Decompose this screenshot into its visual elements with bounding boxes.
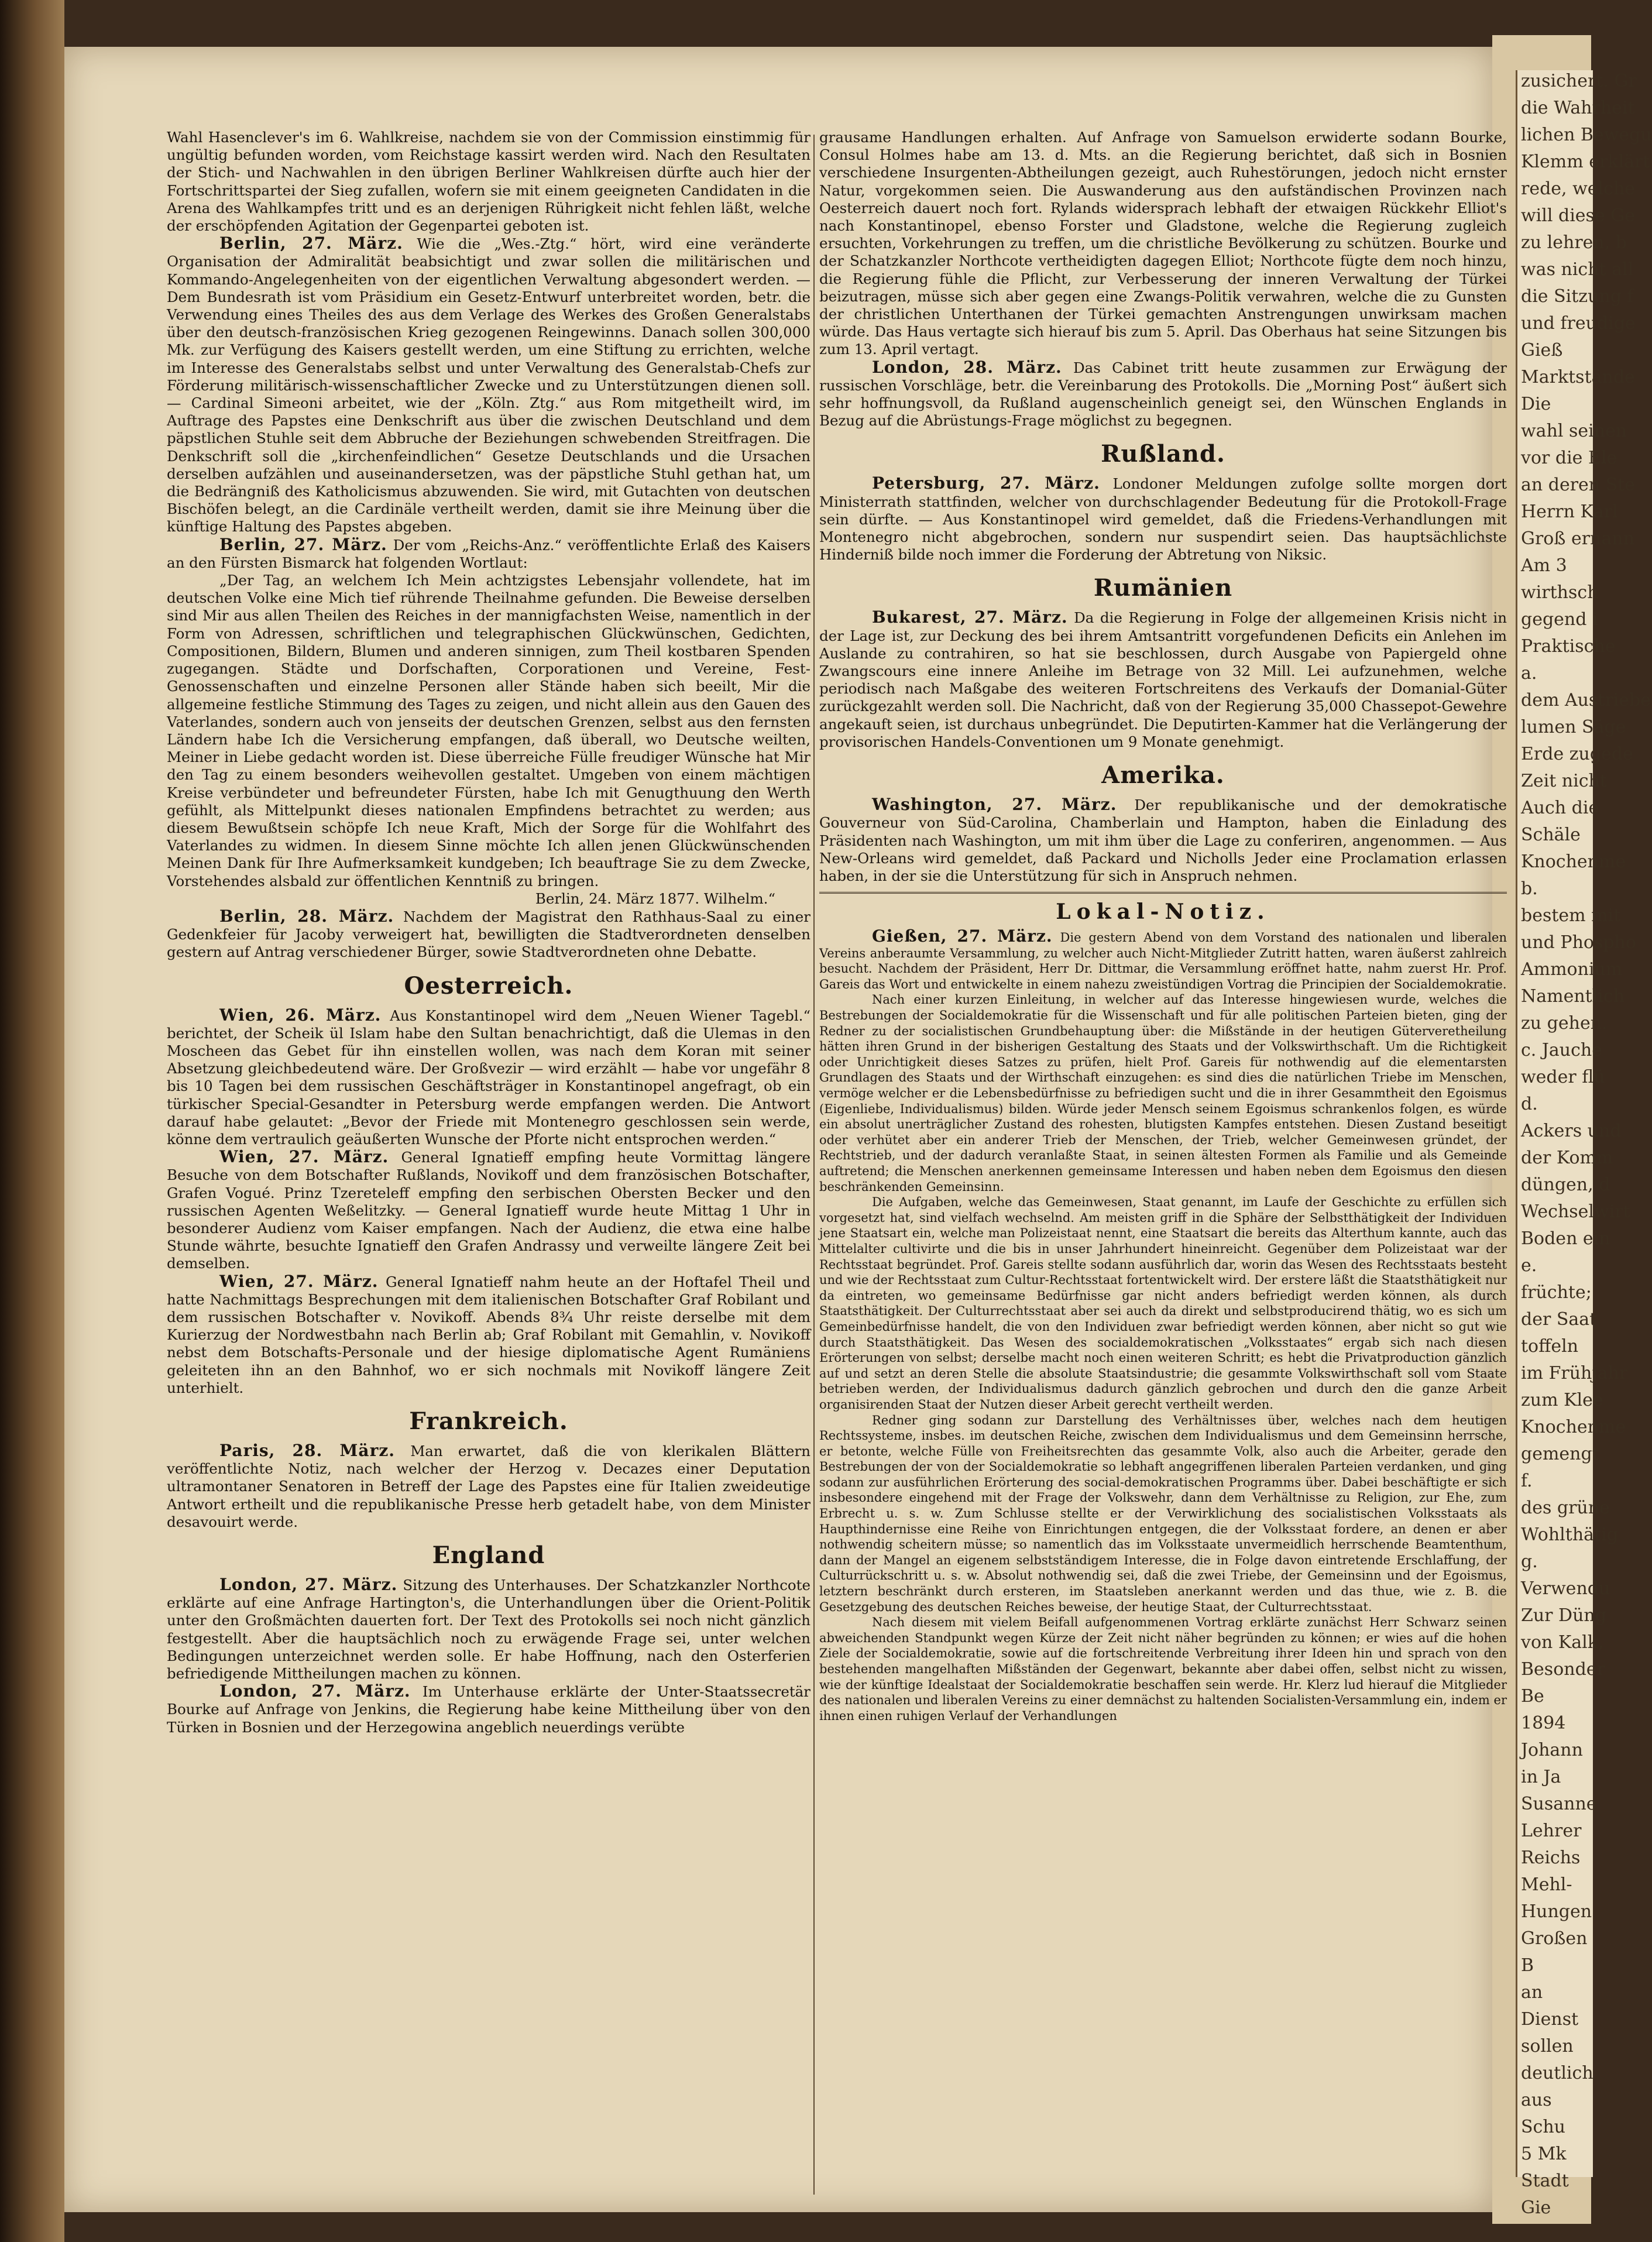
dateline: London, 27. März.: [219, 1575, 398, 1595]
paragraph-text: Wie die „Wes.-Ztg.“ hört, wird eine veränderte Organisation der Admiralität beabsichtigt und zwar sollen die militärischen und Kommando-Angelegenheiten von der eigentlichen Verwaltung abgesondert werden. — Dem Bundesrath ist vom Präsidium ein Gesetz-Entwurf unterbreitet worden, betr. die Verwendung eines Theiles des aus dem Verlage des Werkes des Großen Generalstabs über den deutsch-französischen Krieg gezogenen Reingewinns. Danach sollen 300,000 Mk. zur Verfügung des Kaisers gestellt werden, um eine Stiftung zu errichten, welche im Interesse des Generalstabs selbst und unter Verwaltung des Generalstab-Chefs zur Förderung militärisch-wissenschaftlicher Zwecke und zu Unterstützungen dienen soll. — Cardinal Simeoni arbeitet, wie der „Köln. Ztg.“ aus Rom mitgetheilt wird, im Auftrage des Papstes eine Denkschrift aus über die zwischen Deutschland und dem päpstlichen Stuhle seit dem Abbruche der Beziehungen schwebenden Streitfragen. Die Denkschrift soll die „kirchenfeindlichen“ Gesetze Deutschlands und die Ursachen derselben aufzählen und auseinandersetzen, was der päpstliche Stuhl gethan hat, um die Bedrängniß des Katholicismus abzuwenden. Sie wird, mit Gutachten von deutschen Bischöfen belegt, an die Cardinäle vertheilt werden, damit sie ihre Meinung über die künftige Haltung des Papstes abgeben.: [167, 235, 811, 535]
next-page-text-fragment: Be: [1521, 1686, 1544, 1707]
article-paragraph: [167, 536, 810, 572]
next-page-text-fragment: was nicht all: [1521, 259, 1634, 280]
next-page-text-fragment: Boden ein: [1521, 1228, 1610, 1249]
paragraph-text: Das Cabinet tritt heute zusammen zur Erwägung der russischen Vorschläge, betr. die Vereinbarung des Protokolls. Die „Morning Post“ äußert sich sehr hoffnungsvoll, da Rußland augenscheinlich geneigt sei, den Wünschen Englands in Bezug auf die Abrüstungs-Frage möglichst zu begegnen.: [819, 359, 1507, 430]
column-divider: [813, 135, 815, 2195]
next-page-text-fragment: Marktstände: [1521, 367, 1635, 387]
next-page-text-fragment: Wechselwirt: [1521, 1201, 1630, 1222]
next-page-text-fragment: Verwendu: [1521, 1578, 1610, 1599]
article-paragraph: [819, 609, 1507, 751]
article-paragraph: [167, 572, 810, 890]
signature-line: [167, 890, 810, 908]
article-paragraph: [819, 992, 1507, 1194]
next-page-text-fragment: Praktische: [1521, 636, 1616, 657]
section-heading: Amerika.: [1101, 761, 1225, 789]
next-page-text-fragment: von Kalk,: [1521, 1632, 1604, 1653]
dateline: Paris, 28. März.: [219, 1441, 395, 1461]
next-page-text-fragment: 1894: [1521, 1713, 1566, 1733]
article-paragraph: [819, 926, 1507, 992]
next-page-text-fragment: Großen: [1521, 1928, 1588, 1949]
next-page-text-fragment: an deren Ste: [1521, 475, 1636, 495]
next-page-text-fragment: e.: [1521, 1255, 1537, 1276]
next-page-text-fragment: die Wahrheit: [1521, 98, 1635, 118]
next-page-text-fragment: Zeit nicht: [1521, 771, 1607, 791]
dateline: Berlin, 28. März.: [219, 906, 394, 926]
next-page-text-fragment: Ackers und: [1521, 1121, 1622, 1141]
next-page-text-fragment: Mehl-: [1521, 1874, 1572, 1895]
paragraph-text: Sitzung des Unterhauses. Der Schatzkanzler Northcote erklärte auf eine Anfrage Hartington's, die Unterhandlungen über die Orient-Politik unter den Großmächten dauerten fort. Der Text des Protokolls sei noch nicht gänzlich festgestellt. Aber die hauptsächlich noch zu erwägende Frage sei, unter welchen Bedingungen unterzeichnet werden solle. Er habe Hoffnung, nach den Osterferien befriedigende Mittheilungen machen zu können.: [167, 1577, 811, 1683]
next-page-text-fragment: zusichert. Gr: [1521, 71, 1637, 91]
next-page-text-fragment: bestem mit: [1521, 905, 1621, 926]
dateline: Wien, 26. März.: [219, 1005, 382, 1025]
next-page-text-fragment: g.: [1521, 1551, 1538, 1572]
article-paragraph: [819, 1413, 1507, 1615]
section-heading: Rußland.: [1101, 440, 1225, 468]
next-page-text-fragment: aus: [1521, 2090, 1552, 2110]
next-page-text-fragment: vor die Ele: [1521, 448, 1617, 468]
next-page-text-fragment: der Komm: [1521, 1148, 1613, 1168]
next-page-text-fragment: Erde zugede: [1521, 744, 1633, 764]
next-page-text-fragment: dem Austriebe: [1521, 690, 1651, 710]
article-paragraph: [167, 129, 810, 235]
next-page-column-fragment: [1516, 70, 1652, 2218]
next-page-text-fragment: Namentlich: [1521, 986, 1625, 1007]
dateline: Petersburg, 27. März.: [872, 473, 1100, 493]
paragraph-text: Der vom „Reichs-Anz.“ veröffentlichte Erlaß des Kaisers an den Fürsten Bismarck hat folgenden Wortlaut:: [167, 536, 810, 571]
next-page-text-fragment: d.: [1521, 1094, 1538, 1114]
article-paragraph: [167, 235, 810, 535]
next-page-text-fragment: Susanne: [1521, 1794, 1597, 1814]
next-page-text-fragment: c. Jauche: [1521, 1040, 1602, 1060]
article-paragraph: [167, 1148, 810, 1272]
next-page-text-fragment: toffeln: [1521, 1336, 1579, 1357]
paragraph-text: Aus Konstantinopel wird dem „Neuen Wiener Tagebl.“ berichtet, der Scheik ül Islam habe den Sultan benachrichtigt, daß die Ulemas in den Moscheen das Gebet für ihn einstellen wollen, was nach dem Koran mit seiner Absetzung gleichbedeutend wäre. Der Großvezir — wird erzählt — habe vor ungefähr 8 bis 10 Tagen bei dem russischen Geschäftsträger in Konstantinopel angefragt, ob ein türkischer Special-Gesandter in Petersburg werde empfangen werden. Die Antwort darauf habe gelautet: „Bevor der Friede mit Montenegro geschlossen sein werde, könne dem vertraulich geäußerten Wunsche der Pforte nicht entsprochen werden.“: [167, 1007, 810, 1148]
next-page-text-fragment: Am 3: [1521, 555, 1567, 576]
article-paragraph: [167, 1683, 810, 1736]
next-page-text-fragment: weder flü: [1521, 1067, 1605, 1087]
next-page-text-fragment: Lehrer: [1521, 1821, 1582, 1841]
next-page-text-fragment: Hungen: [1521, 1901, 1592, 1922]
next-page-text-fragment: die Sitzung f: [1521, 286, 1634, 307]
article-paragraph: [819, 359, 1507, 430]
next-page-text-fragment: düngen, d: [1521, 1175, 1610, 1195]
next-page-text-fragment: Schu: [1521, 2117, 1565, 2137]
paragraph-text: General Ignatieff empfing heute Vormittag längere Besuche von dem Botschafter Rußlands, Novikoff und dem französischen Botschafter, Grafen Vogué. Prinz Tzereteleff empfing den serbischen Obersten Becker und den russischen Agenten Weßelitzky. — General Ignatieff wurde heute Mittag 1 Uhr in besonderer Audienz vom Kaiser empfangen. Nach der Audienz, die etwa eine halbe Stunde währte, besuchte Ignatieff den Grafen Andrassy und verweilte längere Zeit bei demselben.: [167, 1149, 810, 1272]
next-page-text-fragment: gegend i: [1521, 609, 1598, 630]
article-paragraph: [819, 129, 1507, 359]
dateline: Wien, 27. März.: [219, 1147, 389, 1167]
next-page-text-fragment: wahl seinen: [1521, 421, 1627, 441]
next-page-text-fragment: zu gehen.: [1521, 1013, 1608, 1034]
next-page-text-fragment: Knochenme: [1521, 852, 1626, 872]
paragraph-text: Da die Regierung in Folge der allgemeinen Krisis nicht in der Lage ist, zur Deckung des bei ihrem Amtsantritt vorgefundenen Deficits ein Anlehen im Auslande zu contrahiren, so hat sie beschlossen, durch Ausgabe von Papiergeld ohne Zwangscours eine innere Anleihe im Betrage von 32 Mill. Lei aufzunehmen, welche periodisch nach Maßgabe des weiteren Fortschreitens des Verkaufs der Domanial-Güter zurückgezahlt werden soll. Die Nachricht, daß von der Regierung 35,000 Chassepot-Gewehre angekauft seien, ist durchaus unbegründet. Die Deputirten-Kammer hat die Verlängerung der provisorischen Handels-Conventionen um 9 Monate genehmigt.: [819, 609, 1507, 750]
next-page-text-fragment: des grüne: [1521, 1498, 1610, 1518]
next-page-text-fragment: Reichs: [1521, 1848, 1581, 1868]
next-page-text-fragment: Auch die: [1521, 798, 1599, 818]
next-page-text-fragment: a.: [1521, 663, 1537, 684]
next-page-text-fragment: Stadt: [1521, 2171, 1569, 2191]
article-paragraph: [167, 1273, 810, 1397]
paragraph-text: grausame Handlungen erhalten. Auf Anfrage von Samuelson erwiderte sodann Bourke, Consul Holmes habe am 13. d. Mts. an die Regierung berichtet, daß sich in Bosnien verschiedene Insurgenten-Abtheilungen gezeigt, auch Ruhestörungen, jedoch nicht ernster Natur, vorgekommen seien. Die Auswanderung aus den aufständischen Provinzen nach Oesterreich dauert noch fort. Rylands widersprach lebhaft der etwaigen Rückkehr Elliot's nach Konstantinopel, ebenso Forster und Gladstone, welche die Regierung zugleich ersuchten, Vorkehrungen zu treffen, um die christliche Bevölkerung zu schützen. Bourke und der Schatzkanzler Northcote vertheidigten dagegen Elliot; Northcote fügte dem noch hinzu, die Regierung fühle die Pflicht, zur Verbesserung der inneren Verwaltung der Türkei beizutragen, müsse sich aber gegen eine Zwangs-Politik verwahren, welche die zu Gunsten der christlichen Unterthanen der Türkei gemachten Anstrengungen unwirksam machen würde. Das Haus vertagte sich hierauf bis zum 5. April. Das Oberhaus hat seine Sitzungen bis zum 13. April vertagt.: [819, 129, 1507, 358]
next-page-text-fragment: zum Klee: [1521, 1390, 1603, 1410]
dateline: London, 28. März.: [872, 357, 1062, 377]
dateline: Berlin, 27. März.: [219, 234, 403, 253]
next-page-text-fragment: lumen Säge: [1521, 717, 1626, 737]
paragraph-text: Nach einer kurzen Einleitung, in welcher auf das Interesse hingewiesen wurde, welches die Bestrebungen der Socialdemokratie für die Wissenschaft und für alle politischen Parteien bieten, ging der Redner zu der socialistischen Grundbehauptung über: die Mißstände in der heutigen Güterveretheilung hätten ihren Grund in der bisherigen Gestaltung des Staats und der Volkswirthschaft. Um die Richtigkeit oder Unrichtigkeit dieses Satzes zu prüfen, hielt Prof. Gareis für nothwendig auf die elementarsten Grundlagen des Staats und der Wirthschaft einzugehen: es sind dies die natürlichen Triebe im Menschen, vermöge welcher er die Lebensbedürfnisse zu befriedigen sucht und die in ihrer Gesammtheit den Egoismus (Eigenliebe, Individualismus) bilden. Würde jeder Mensch seinem Egoismus schrankenlos folgen, es würde ein absolut unerträglicher Zustand des rohesten, blutigsten Kampfes entstehen. Diesen Zustand beseitigt oder verhütet aber ein anderer Trieb der Menschen, der Trieb, welcher Gemeinwesen gründet, der Rechtstrieb, und der dadurch veranlaßte Staat, in seinen ältesten Formen als Familie und als Gemeinde auftretend; die Menschen anerkennen gemeinsame Interessen und haben neben dem Egoismus den diesen beschränkenden Gemeinsinn.: [819, 993, 1507, 1194]
paragraph-text: General Ignatieff nahm heute an der Hoftafel Theil und hatte Nachmittags Besprechungen mit dem italienischen Botschafter Graf Robilant und dem russischen Botschafter v. Novikoff. Abends 8¾ Uhr reiste derselbe mit dem Kurierzug der Nordwestbahn nach Berlin ab; Graf Robilant mit Gemahlin, v. Novikoff nebst dem Botschafts-Personale und der hiesige diplomatische Agent Rumäniens geleiteten ihn an den Bahnhof, wo er sich nochmals mit Novikoff längere Zeit unterhielt.: [167, 1273, 810, 1396]
paragraph-text: Redner ging sodann zur Darstellung des Verhältnisses über, welches nach dem heutigen Rechtssysteme, insbes. im deutschen Reiche, zwischen dem Individualismus und dem Gemeinsinn herrsche, er betonte, welche Fülle von Freiheitsrechten das gesammte Volk, also auch die Arbeiter, gerade den Bestrebungen der von der Socialdemokratie so lebhaft angegriffenen liberalen Parteien verdanken, und ging sodann zur ausführlichen Erörterung des social-demokratischen Programms über. Dabei beschäftigte er sich insbesondere eingehend mit der Frage der Volkswehr, dann dem Verhältnisse zu Religion, zur Ehe, zum Erbrecht u. s. w. Zum Schlusse stellte er der Verwirklichung des socialistischen Volksstaats als Haupthindernisse eine Reihe von Einrichtungen entgegen, die der Volksstaat fordere, an denen er aber nothwendig scheitern müsse; so namentlich das im Volksstaate unvermeidlich herrschende Beamtenthum, dann der Mangel an eigenem selbstständigem Interesse, die in Folge davon eintretende Erschlaffung, der Culturrückschritt u. s. w. Absolut nothwendig sei, daß die zwei Triebe, der Gemeinsinn und der Egoismus, letztern beschränkt durch ersteren, im Staatsleben anerkannt werden und das thue, wie z. B. die Gesetzgebung des deutschen Reiches beweise, der heutige Staat, der Culturrechtsstaat.: [819, 1413, 1507, 1614]
next-page-text-fragment: deutlich: [1521, 2063, 1593, 2083]
paragraph-text: Nach diesem mit vielem Beifall aufgenommenen Vortrag erklärte zunächst Herr Schwarz seinen abweichenden Standpunkt wegen Kürze der Zeit nicht näher begründen zu können; er wies auf die hohen Ziele der Socialdemokratie, sowie auf die fortschreitende Verbreitung ihrer Ideen hin und sprach von den bestehenden mangelhaften Mißständen der Gegenwart, bekannte aber dabei offen, selbst nicht zu wissen, wie der künftige Idealstaat der Socialdemokratie beschaffen sein werde. Hr. Klerz lud hierauf die Mitglieder des nationalen und liberalen Vereins zu einer demnächst zu haltenden Socialisten-Versammlung ein, indem er ihnen einen ruhigen Verlauf der Verhandlungen: [819, 1615, 1507, 1723]
section-heading: Rumänien: [1093, 574, 1233, 602]
next-page-text-fragment: Gie: [1521, 2198, 1551, 2218]
next-page-text-fragment: lichen Bewegu: [1521, 125, 1652, 145]
next-page-text-fragment: Dienst: [1521, 2009, 1579, 2030]
next-page-text-fragment: Zur Düng: [1521, 1605, 1606, 1626]
paragraph-text: Berlin, 24. März 1877. Wilhelm.“: [535, 890, 775, 907]
next-page-text-fragment: und freudige: [1521, 313, 1636, 334]
paragraph-text: Wahl Hasenclever's im 6. Wahlkreise, nachdem sie von der Commission einstimmig für ungültig befunden worden, vom Reichstage kassirt werden wird. Nach den Resultaten der Stich- und Nachwahlen in den übrigen Berliner Wahlkreisen dürfte auch hier der Fortschrittspartei der Sieg zufallen, wofern sie mit einem geeigneten Candidaten in die Arena des Wahlkampfes tritt und es an derjenigen Rührigkeit nicht fehlen läßt, welche der erschöpfenden Agitation der Gegenpartei geboten ist.: [167, 129, 810, 235]
paragraph-text: „Der Tag, an welchem Ich Mein achtzigstes Lebensjahr vollendete, hat im deutschen Volke eine Mich tief rührende Theilnahme gefunden. Die Beweise derselben sind Mir aus allen Theilen des Reiches in der mannigfachsten Weise, namentlich in der Form von Adressen, schriftlichen und telegraphischen Glückwünschen, Gedichten, Compositionen, Bildern, Blumen und anderen sinnigen, zum Theil kostbaren Spenden zugegangen. Städte und Dorfschaften, Corporationen und Vereine, Fest-Genossenschaften und einzelne Personen aller Stände haben sich beeilt, Mir die allgemeine festliche Stimmung des Tages zu zeigen, und nicht allein aus den Gauen des Vaterlandes, sondern auch von jenseits der deutschen Grenzen, selbst aus den fernsten Ländern habe Ich die Versicherung empfangen, daß überall, wo Deutsche weilten, Meiner in Liebe gedacht worden ist. Diese überreiche Fülle freudiger Wünsche hat Mir den Tag zu einem besonders weihevollen gestaltet. Umgeben von einem mächtigen Kreise verbündeter und befreundeter Fürsten, habe Ich mit Genugthuung den Werth gefühlt, als Mittelpunkt dieses nationalen Empfindens betrachtet zu werden; aus diesem Bewußtsein schöpfe Ich neue Kraft, Mich der Sorge für die Wohlfahrt des Vaterlandes zu widmen. In diesem Sinne möchte Ich allen jenen Glückwünschenden Meinen Dank für Ihre Aufmerksamkeit kundgeben; Ich beauftrage Sie zu dem Zwecke, Vorstehendes alsbald zur öffentlichen Kenntniß zu bringen.: [167, 572, 810, 890]
book-binding: [0, 0, 64, 2242]
article-paragraph: [819, 796, 1507, 885]
next-page-text-fragment: in Ja: [1521, 1767, 1561, 1787]
next-page-text-fragment: zu lehren, b: [1521, 232, 1627, 253]
local-news-heading: Lokal-Notiz.: [819, 892, 1507, 924]
next-page-text-fragment: gemengt: [1521, 1444, 1599, 1464]
next-page-text-fragment: der Saat: [1521, 1309, 1597, 1330]
right-column: [819, 129, 1507, 1723]
next-page-text-fragment: rede, welche: [1521, 178, 1636, 199]
paragraph-text: Londoner Meldungen zufolge sollte morgen dort Ministerrath stattfinden, welcher von durchschlagender Bedeutung für die Protokoll-Frage sein dürfte. — Aus Konstantinopel wird gemeldet, daß die Friedens-Verhandlungen mit Montenegro nicht abgebrochen, sondern nur suspendirt seien. Das hauptsächlichste Hinderniß bilde noch immer die Forderung der Abtretung von Niksic.: [819, 475, 1507, 564]
paragraph-text: Nachdem der Magistrat den Rathhaus-Saal zu einer Gedenkfeier für Jacoby verweigert hat, bewilligten die Stadtverordneten denselben gestern auf Antrag verschiedener Bürger, sowie Stadtverordneten ohne Debatte.: [167, 908, 811, 961]
next-page-text-fragment: Knochenme: [1521, 1417, 1626, 1437]
article-paragraph: [819, 1615, 1507, 1723]
next-page-text-fragment: Ammonium: [1521, 959, 1623, 980]
dateline: Gießen, 27. März.: [872, 926, 1053, 946]
dateline: Berlin, 27. März.: [219, 534, 387, 554]
article-paragraph: [819, 475, 1507, 564]
section-heading: Frankreich.: [409, 1407, 568, 1436]
next-page-text-fragment: f.: [1521, 1471, 1533, 1491]
next-page-text-fragment: Herrn Karl: [1521, 502, 1618, 522]
next-page-text-fragment: wirthsch: [1521, 582, 1599, 603]
article-paragraph: [819, 1194, 1507, 1412]
next-page-text-fragment: an: [1521, 1982, 1543, 2003]
paragraph-text: Der republikanische und der demokratische Gouverneur von Süd-Carolina, Chamberlain und Hampton, haben die Einladung des Präsidenten nach Washington, um mit ihm über die Lage zu conferiren, angenommen. — Aus New-Orleans wird gemeldet, daß Packard und Nicholls Jeder eine Proclamation erlassen haben, in der sie die Unterstützung für sich in Anspruch nehmen.: [819, 796, 1507, 884]
next-page-text-fragment: Gieß: [1521, 340, 1563, 360]
next-page-text-fragment: und Phospho: [1521, 932, 1636, 953]
dateline: Bukarest, 27. März.: [872, 607, 1068, 627]
next-page-text-fragment: sollen: [1521, 2036, 1574, 2056]
next-page-text-fragment: Johann: [1521, 1740, 1583, 1760]
next-page-text-fragment: Groß ernann: [1521, 528, 1634, 549]
article-paragraph: [167, 1576, 810, 1683]
next-page-text-fragment: B: [1521, 1955, 1534, 1976]
section-heading: Oesterreich.: [404, 971, 573, 1000]
next-page-text-fragment: 5 Mk: [1521, 2144, 1567, 2164]
paragraph-text: Die gestern Abend von dem Vorstand des nationalen und liberalen Vereins anberaumte Versammlung, zu welcher auch Nicht-Mitglieder Zutritt hatten, waren äußerst zahlreich besucht. Nachdem der Präsident, Herr Dr. Dittmar, die Versammlung eröffnet hatte, nahm zuerst Hr. Prof. Gareis das Wort und entwickelte in einem nahezu zweistündigen Vortrag die Principien der Socialdemokratie.: [819, 931, 1507, 991]
paragraph-text: Die Aufgaben, welche das Gemeinwesen, Staat genannt, im Laufe der Geschichte zu erfüllen sich vorgesetzt hat, sind vielfach wechselnd. Am meisten griff in die Sphäre der Selbstthätigkeit der Individuen jene Staatsart ein, welche man Polizeistaat nennt, eine Staatsart die bereits das Alterthum kannte, auch das Mittelalter cultivirte und die bis in unser Jahrhundert hineinreicht. Gegenüber dem Polizeistaat war der Rechtsstaat begründet. Prof. Gareis stellte sodann ausführlich dar, worin das Wesen des Rechtsstaats besteht und wie der Rechtsstaat zum Cultur-Rechtsstaat fortentwickelt wird. Der erstere läßt die Staatsthätigkeit nur da eintreten, wo gemeinsame Bedürfnisse gar nicht anders befriedigt werden können, als durch Staatsthätigkeit. Der Culturrechtsstaat aber sei auch da direkt und selbstproducirend thätig, wo es sich um Gemeinbedürfnisse handelt, die von den Individuen zwar befriedigt werden können, aber nicht so gut wie durch Staatsthätigkeit. Das Wesen des socialdemokratischen „Volksstaates“ ergab sich nach diesen Erörterungen von selbst; derselbe macht noch einen weiteren Schritt; es hebt die Privatproduction gänzlich auf und setzt an deren Stelle die absolute Staatsindustrie; die gesammte Volkswirthschaft soll vom Staate betrieben werden, der Individualismus dadurch gänzlich gebrochen und durch den die ganze Arbeit organisirenden Staat der Nutzen dieser Arbeit gerecht vertheilt werden.: [819, 1195, 1507, 1412]
article-paragraph: [167, 908, 810, 962]
next-page-text-fragment: Schäle: [1521, 825, 1581, 845]
next-page-text-fragment: Klemm erklärt: [1521, 152, 1650, 172]
next-page-text-fragment: im Frühjahr: [1521, 1363, 1628, 1383]
left-column: [167, 129, 810, 1736]
dateline: Washington, 27. März.: [872, 795, 1117, 815]
article-paragraph: [167, 1007, 810, 1149]
paragraph-text: Man erwartet, daß die von klerikalen Blättern veröffentlichte Notiz, nach welcher der Herzog v. Decazes einer Deputation ultramontaner Senatoren in Betreff der Lage des Papstes eine für Italien zweideutige Antwort ertheilt und die republikanische Presse herb getadelt habe, von dem Minister desavouirt werde.: [167, 1443, 810, 1530]
dateline: Wien, 27. März.: [219, 1271, 379, 1291]
next-page-text-fragment: will diese Ge: [1521, 205, 1635, 226]
next-page-text-fragment: b.: [1521, 878, 1538, 899]
paragraph-text: Im Unterhause erklärte der Unter-Staatssecretär Bourke auf Anfrage von Jenkins, die Regierung habe keine Mittheilung über von den Türken in Bosnien und der Herzegowina angeblich neuerdings verübte: [167, 1683, 810, 1736]
next-page-text-fragment: Die: [1521, 394, 1551, 414]
section-heading: England: [432, 1541, 545, 1570]
next-page-text-fragment: Besonder: [1521, 1659, 1605, 1680]
dateline: London, 27. März.: [219, 1681, 411, 1701]
next-page-text-fragment: Wohlthätig: [1521, 1525, 1618, 1545]
article-paragraph: [167, 1442, 810, 1531]
next-page-text-fragment: früchte;: [1521, 1282, 1592, 1303]
